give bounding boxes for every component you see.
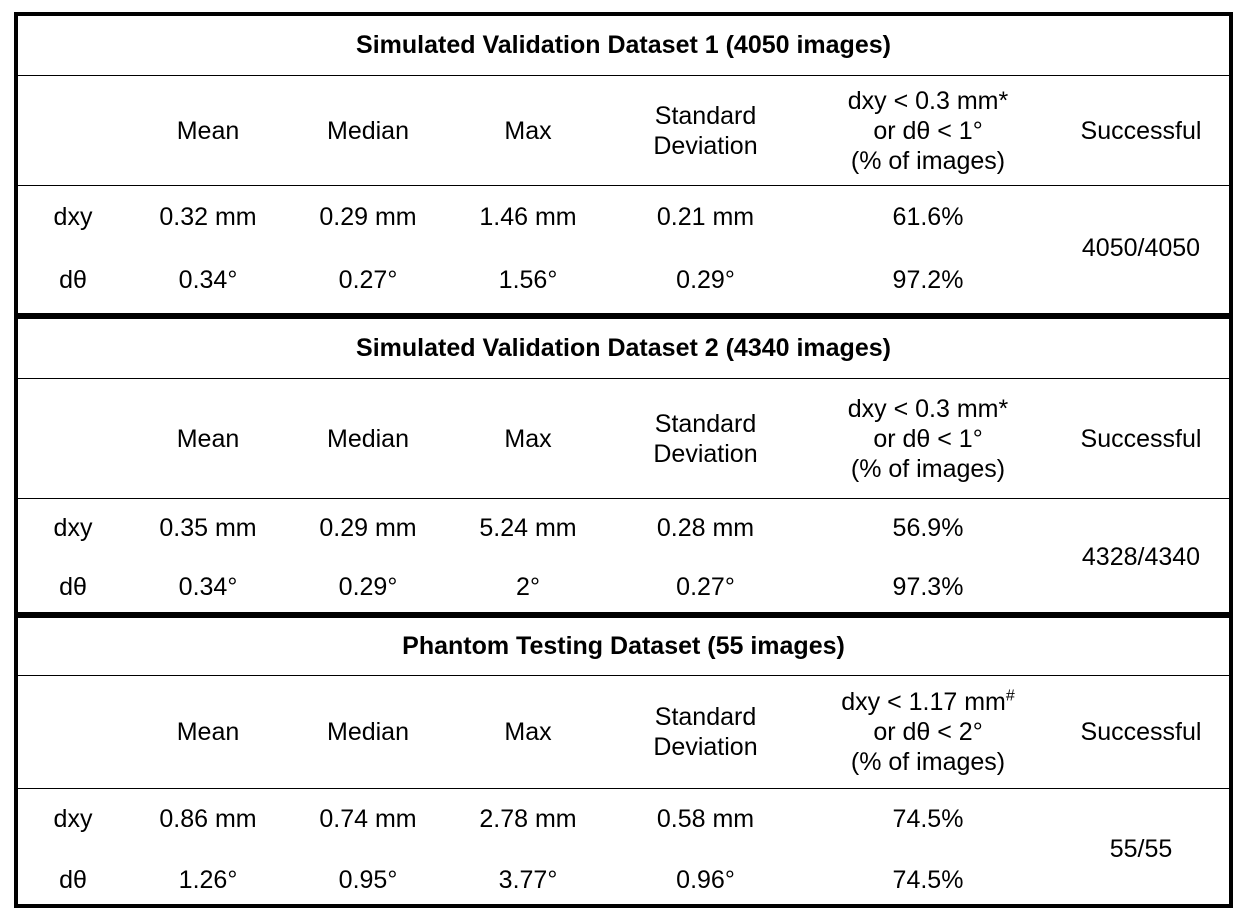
cell-pct: 74.5% — [892, 865, 964, 894]
cell-pct: 56.9% — [892, 514, 964, 543]
cell-mean: 0.32 mm — [159, 203, 257, 232]
cell-std: 0.27° — [676, 572, 735, 601]
dataset-block-1 — [18, 16, 1229, 313]
cell-max: 1.56° — [498, 265, 558, 294]
header-std — [608, 702, 803, 762]
cell-std: 0.96° — [676, 865, 735, 894]
table-row — [18, 249, 1053, 312]
table-row — [18, 499, 1053, 558]
threshold-line2: or dθ < 1° — [873, 116, 983, 145]
cell-pct: 97.3% — [892, 572, 964, 601]
header-median: Median — [327, 424, 409, 453]
cell-max: 1.46 mm — [479, 203, 577, 232]
data-section — [18, 186, 1229, 311]
threshold-line1 — [803, 86, 1053, 116]
header-threshold — [803, 687, 1053, 777]
header-successful: Successful — [1080, 718, 1202, 746]
header-mean: Mean — [176, 718, 240, 746]
header-std — [608, 101, 803, 161]
data-section — [18, 789, 1229, 910]
header-std-line2: Deviation — [653, 439, 758, 468]
threshold-line1-text: dxy < 0.3 mm* — [847, 394, 1009, 423]
header-median: Median — [327, 116, 409, 145]
dataset-block-2 — [18, 313, 1229, 612]
threshold-line1 — [803, 394, 1053, 424]
cell-median: 0.27° — [338, 265, 398, 294]
column-header-row — [18, 76, 1229, 186]
successful-count: 55/55 — [1109, 835, 1173, 863]
row-label: dxy — [53, 805, 93, 834]
results-table — [14, 12, 1233, 908]
dataset-block-3 — [18, 612, 1229, 906]
header-std-line2: Deviation — [653, 131, 758, 160]
cell-pct: 97.2% — [892, 265, 964, 294]
threshold-line2: or dθ < 1° — [873, 424, 983, 453]
cell-std: 0.28 mm — [656, 514, 755, 543]
header-threshold — [803, 86, 1053, 176]
column-header-row — [18, 379, 1229, 499]
header-std-line2: Deviation — [653, 733, 758, 761]
cell-mean: 0.35 mm — [159, 514, 257, 543]
cell-median: 0.29 mm — [319, 514, 417, 543]
header-mean: Mean — [176, 116, 240, 145]
cell-mean: 1.26° — [178, 865, 238, 894]
table-row — [18, 186, 1053, 249]
header-std-line1: Standard — [654, 409, 757, 438]
cell-pct: 74.5% — [892, 805, 964, 834]
cell-std: 0.21 mm — [656, 203, 755, 232]
data-section — [18, 499, 1229, 616]
header-max: Max — [504, 718, 552, 746]
threshold-line1-text: dxy < 0.3 mm* — [847, 86, 1009, 115]
threshold-line1 — [803, 687, 1053, 717]
header-successful: Successful — [1080, 424, 1202, 453]
threshold-line3: (% of images) — [850, 454, 1006, 483]
cell-max: 2.78 mm — [479, 805, 577, 834]
column-header-row — [18, 676, 1229, 789]
successful-count: 4050/4050 — [1081, 234, 1201, 262]
threshold-line1-text: dxy < 1.17 mm — [841, 688, 1006, 716]
row-label: dxy — [53, 203, 93, 232]
table-row — [18, 850, 1053, 911]
cell-mean: 0.34° — [178, 572, 238, 601]
row-label: dxy — [53, 514, 93, 543]
header-std-line1: Standard — [654, 101, 757, 130]
dataset-title: Phantom Testing Dataset (55 images) — [18, 618, 1229, 676]
cell-median: 0.29° — [338, 572, 398, 601]
header-mean: Mean — [176, 424, 240, 453]
cell-pct: 61.6% — [892, 203, 964, 232]
header-max: Max — [504, 116, 552, 145]
cell-max: 3.77° — [498, 865, 558, 894]
row-label: dθ — [59, 865, 87, 894]
dataset-title: Simulated Validation Dataset 2 (4340 images) — [18, 319, 1229, 379]
row-label: dθ — [59, 572, 87, 601]
header-threshold — [803, 394, 1053, 484]
cell-median: 0.29 mm — [319, 203, 417, 232]
header-median: Median — [327, 718, 409, 746]
cell-std: 0.29° — [676, 265, 735, 294]
threshold-line3: (% of images) — [850, 748, 1006, 776]
cell-mean: 0.86 mm — [159, 805, 257, 834]
header-max: Max — [504, 424, 552, 453]
table-row — [18, 789, 1053, 850]
cell-median: 0.95° — [338, 865, 398, 894]
row-label: dθ — [59, 265, 87, 294]
cell-median: 0.74 mm — [319, 805, 417, 834]
header-successful: Successful — [1080, 116, 1202, 145]
dataset-title: Simulated Validation Dataset 1 (4050 images) — [18, 16, 1229, 76]
threshold-line2: or dθ < 2° — [873, 718, 983, 746]
header-std-line1: Standard — [654, 703, 757, 731]
threshold-sup: # — [1005, 687, 1015, 705]
threshold-line3: (% of images) — [850, 146, 1006, 175]
successful-count: 4328/4340 — [1081, 543, 1201, 571]
cell-mean: 0.34° — [178, 265, 238, 294]
header-std — [608, 409, 803, 469]
cell-max: 5.24 mm — [479, 514, 577, 543]
cell-std: 0.58 mm — [656, 805, 755, 834]
table-row — [18, 558, 1053, 617]
cell-max: 2° — [516, 572, 540, 601]
